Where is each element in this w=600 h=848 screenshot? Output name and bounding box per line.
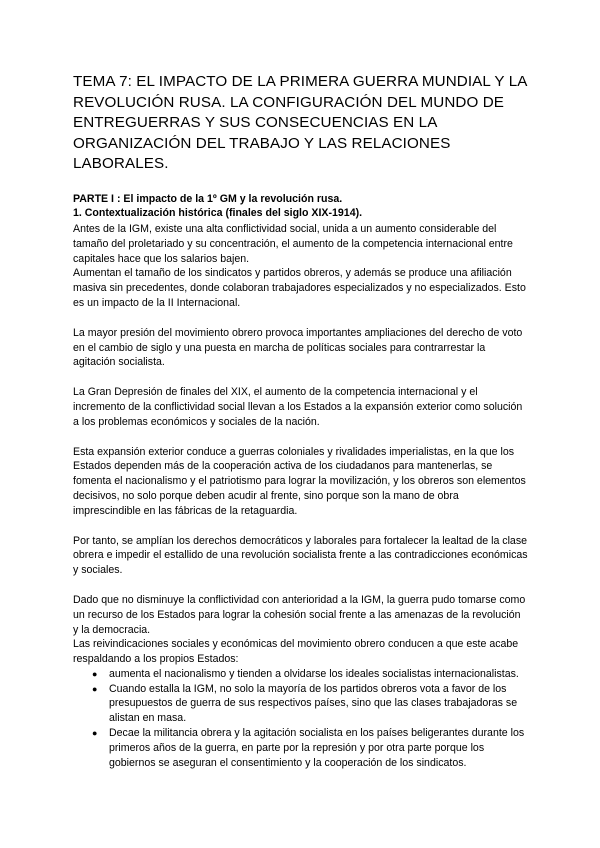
list-item-text: Cuando estalla la IGM, no solo la mayoría de los partidos obreros vota a favor de los presupuestos de guerra de sus respectivos países, sino que las clases trabajadoras se alistan en masa. [109,682,518,725]
section-heading: 1. Contextualización histórica (finales del siglo XIX-1914). [73,207,363,220]
paragraph-7: Dado que no disminuye la conflictividad con anterioridad a la IGM, la guerra pudo tomarse como un recurso de los Estados para lograr la cohesión social frente a las amenazas de la revolución y la democracia. [73,593,526,636]
paragraph-gap [73,311,528,326]
bullet-icon: ● [92,683,98,694]
list-item [92,726,528,770]
list-item [92,667,528,682]
paragraph-gap [73,430,528,445]
paragraph-8: Las reivindicaciones sociales y económicas del movimiento obrero conducen a que este acabe respaldando a los propios Estados: [73,638,519,666]
document-title: TEMA 7: EL IMPACTO DE LA PRIMERA GUERRA MUNDIAL Y LA REVOLUCIÓN RUSA. LA CONFIGURACIÓN DEL MUNDO DE ENTREGUERRAS Y SUS CONSECUENCIAS EN LA ORGANIZACIÓN DEL TRABAJO Y LAS RELACIONES LABORALES. [73,73,527,173]
paragraph-4: La Gran Depresión de finales del XIX, el aumento de la competencia internacional y el incremento de la conflictividad social llevan a los Estados a la expansión exterior como solución a los problemas económicos y sociales de la nación. [73,386,523,428]
list-item-text: Decae la militancia obrera y la agitación socialista en los países beligerantes durante los primeros años de la guerra, en parte por la represión y por otra parte porque los gobiernos se aseguran el consentimiento y la cooperación de los sindicatos. [109,727,525,769]
bullet-list [73,667,528,771]
bullet-icon: ● [92,728,98,739]
paragraph-2: Aumentan el tamaño de los sindicatos y partidos obreros, y además se produce una afiliación masiva sin precedentes, donde colaboran trabajadores especializados y no especializados. Esto es un impacto de la II Internacional. [73,267,526,309]
paragraph-gap [73,578,528,593]
paragraph-gap [73,370,528,385]
part-heading: PARTE I : El impacto de la 1º GM y la revolución rusa. [73,192,343,205]
paragraph-1: Antes de la IGM, existe una alta conflictividad social, unida a un aumento considerable del tamaño del proletariado y su concentración, el aumento de la competencia internacional entre capitales hace que los salarios bajen. [73,222,513,265]
paragraph-gap [73,519,528,534]
list-item [92,682,528,726]
bullet-icon: ● [92,668,98,679]
list-item-text: aumenta el nacionalismo y tienden a olvidarse los ideales socialistas internacionalistas. [109,667,519,680]
paragraph-3: La mayor presión del movimiento obrero provoca importantes ampliaciones del derecho de voto en el cambio de siglo y una puesta en marcha de políticas sociales para contrarrestar la agitación socialista. [73,326,523,369]
paragraph-5: Esta expansión exterior conduce a guerras coloniales y rivalidades imperialistas, en la que los Estados dependen más de la cooperación activa de los ciudadanos para mantenerlas, se fomenta el nacionalismo y el patriotismo para lograr la movilización, y los obreros son elementos decisivos, no solo porque deben acudir al frente, sino porque son la mano de obra imprescindible en las fábricas de la retaguardia. [73,445,526,517]
paragraph-6: Por tanto, se amplían los derechos democráticos y laborales para fortalecer la lealtad de la clase obrera e impedir el estallido de una revolución socialista frente a las contradicciones económicas y sociales. [73,534,528,577]
